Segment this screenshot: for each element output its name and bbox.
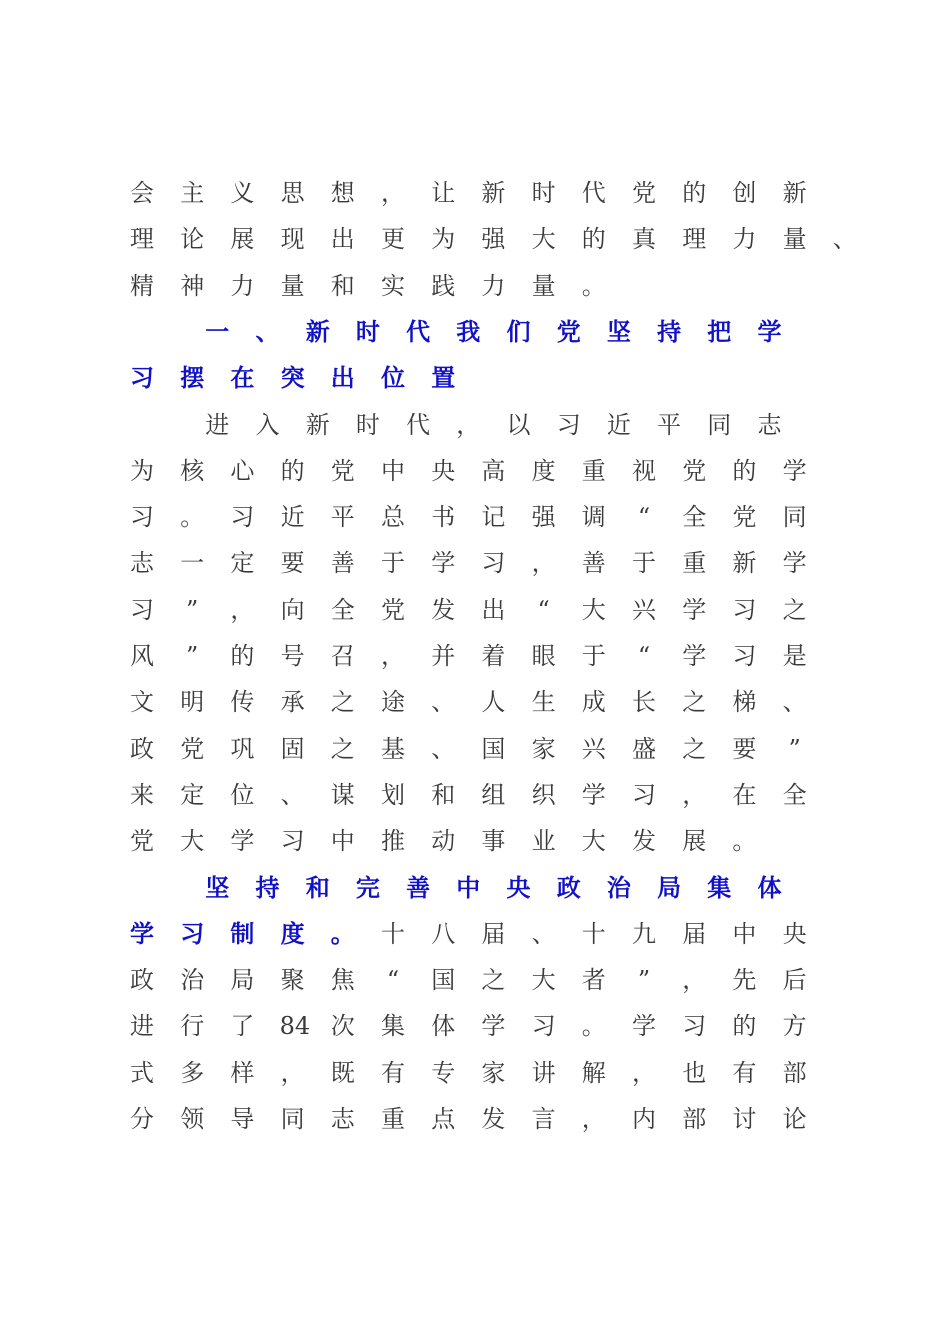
body-char: 之 xyxy=(330,734,355,763)
body-char: 之 xyxy=(682,688,707,717)
body-char: 位 xyxy=(230,780,255,809)
body-char: 谋 xyxy=(330,780,355,809)
body-char: 入 xyxy=(255,410,280,439)
body-char: 领 xyxy=(180,1105,205,1133)
body-char: 文 xyxy=(130,688,154,717)
body-char: 全 xyxy=(782,780,807,809)
body-char: 重 xyxy=(581,456,606,485)
body-char: 部 xyxy=(782,1058,807,1087)
body-char: 传 xyxy=(230,688,255,717)
text-line xyxy=(0,965,950,1005)
body-char: 届 xyxy=(481,919,506,948)
body-char: 向 xyxy=(280,595,305,624)
body-char: 力 xyxy=(230,271,255,300)
body-char: 学 xyxy=(431,549,456,578)
body-char: “ xyxy=(637,642,651,670)
body-char: 。 xyxy=(581,271,606,300)
body-char: 习 xyxy=(130,503,154,532)
body-char: 让 xyxy=(431,179,456,207)
heading-char: 代 xyxy=(406,316,431,346)
body-char: 学 xyxy=(230,827,255,856)
body-char: 九 xyxy=(632,919,656,948)
body-char: 新 xyxy=(732,549,757,578)
body-char: 大 xyxy=(581,827,606,856)
body-char: 解 xyxy=(581,1058,606,1087)
text-line xyxy=(0,780,950,820)
body-char: ， xyxy=(682,966,707,995)
body-char: 中 xyxy=(732,919,757,948)
body-char: 出 xyxy=(330,225,355,254)
heading-char: 学 xyxy=(757,316,782,346)
body-char: 内 xyxy=(632,1105,656,1133)
heading-char: 党 xyxy=(556,316,581,346)
body-char: 大 xyxy=(531,225,556,254)
text-line xyxy=(0,224,950,264)
body-char: 治 xyxy=(180,966,205,995)
body-char: 于 xyxy=(581,642,606,670)
body-char: 十 xyxy=(381,919,405,948)
body-char: 新 xyxy=(481,179,506,207)
body-char: 习 xyxy=(280,827,305,856)
body-char: 大 xyxy=(581,595,606,624)
body-char: 组 xyxy=(481,780,506,809)
text-line xyxy=(0,178,950,218)
body-char: 现 xyxy=(280,225,305,254)
body-char: 兴 xyxy=(581,734,606,763)
body-char: 新 xyxy=(305,410,330,439)
body-char: 定 xyxy=(180,780,205,809)
body-char: 承 xyxy=(280,688,305,717)
body-char: 于 xyxy=(381,549,405,578)
body-char: 践 xyxy=(431,271,456,300)
body-char: 次 xyxy=(330,1012,355,1041)
body-char: 重 xyxy=(381,1105,405,1133)
body-char: 记 xyxy=(481,503,506,532)
text-line xyxy=(0,826,950,866)
body-char: 和 xyxy=(431,780,456,809)
body-char: 创 xyxy=(732,179,757,207)
heading-char: 政 xyxy=(556,872,581,902)
body-char: 十 xyxy=(581,919,606,948)
body-char: 总 xyxy=(381,503,405,532)
body-char: 央 xyxy=(431,456,456,485)
body-char: 进 xyxy=(205,410,230,439)
body-char: 、 xyxy=(431,688,456,717)
body-char: 党 xyxy=(632,179,656,207)
heading-char: 。 xyxy=(330,918,355,948)
body-char: 也 xyxy=(682,1058,707,1087)
body-char: 近 xyxy=(606,410,631,439)
body-char: 会 xyxy=(130,179,154,207)
body-char: 既 xyxy=(330,1058,355,1087)
body-char: 兴 xyxy=(632,595,656,624)
body-char: 讲 xyxy=(531,1058,556,1087)
heading-char: 时 xyxy=(355,316,380,346)
body-char: 学 xyxy=(581,780,606,809)
body-char: 点 xyxy=(431,1105,456,1133)
body-char: “ xyxy=(386,966,400,995)
body-char: 央 xyxy=(782,919,807,948)
heading-char: 、 xyxy=(255,316,280,346)
body-char: 新 xyxy=(782,179,807,207)
body-char: 者 xyxy=(581,966,606,995)
body-char: 聚 xyxy=(280,966,305,995)
body-char: 调 xyxy=(581,503,606,532)
body-char: 近 xyxy=(280,503,305,532)
body-char: 家 xyxy=(481,1058,506,1087)
body-char: 。 xyxy=(180,503,205,532)
body-char: 、 xyxy=(782,688,807,717)
text-line xyxy=(0,641,950,681)
body-char: ” xyxy=(788,734,801,763)
body-char: 基 xyxy=(381,734,405,763)
body-char: 明 xyxy=(180,688,205,717)
body-char: 度 xyxy=(531,456,556,485)
body-char: 习 xyxy=(632,780,656,809)
body-char: 同 xyxy=(707,410,732,439)
heading-char: 持 xyxy=(255,872,280,902)
body-char: 书 xyxy=(431,503,456,532)
body-char: 平 xyxy=(330,503,355,532)
body-char: 、 xyxy=(531,919,556,948)
body-char: 划 xyxy=(381,780,405,809)
body-char: 发 xyxy=(481,1105,506,1133)
body-char: 视 xyxy=(632,456,656,485)
body-char: 习 xyxy=(732,642,757,670)
body-char: 理 xyxy=(682,225,707,254)
heading-char: 和 xyxy=(305,872,330,902)
text-line xyxy=(0,595,950,635)
body-char: 梯 xyxy=(732,688,757,717)
body-char: 国 xyxy=(431,966,456,995)
body-char: 主 xyxy=(180,179,205,207)
heading-char: 中 xyxy=(456,872,481,902)
body-char: 着 xyxy=(481,642,506,670)
heading-char: 摆 xyxy=(180,363,205,393)
body-char: 、 xyxy=(431,734,456,763)
body-char: 同 xyxy=(782,503,807,532)
heading-char: 我 xyxy=(456,316,481,346)
body-char: 学 xyxy=(632,1012,656,1041)
body-char: ， xyxy=(280,1058,305,1087)
body-char: ， xyxy=(531,549,556,578)
heading-char: 完 xyxy=(355,872,380,902)
body-char: 展 xyxy=(230,225,255,254)
body-char: 进 xyxy=(130,1012,154,1041)
heading-char: 局 xyxy=(657,872,682,902)
body-char: 集 xyxy=(381,1012,405,1041)
body-char: 先 xyxy=(732,966,757,995)
body-char: 在 xyxy=(732,780,757,809)
body-char: 的 xyxy=(682,179,707,207)
body-char: 专 xyxy=(431,1058,456,1087)
body-char: ， xyxy=(682,780,707,809)
body-char: 眼 xyxy=(531,642,556,670)
body-char: 推 xyxy=(381,827,405,856)
body-char: 样 xyxy=(230,1058,255,1087)
body-char: 和 xyxy=(330,271,355,300)
heading-char: 持 xyxy=(657,316,682,346)
text-line xyxy=(0,1058,950,1098)
text-line xyxy=(0,873,950,913)
body-char: 党 xyxy=(732,503,757,532)
heading-char: 集 xyxy=(707,872,732,902)
body-char: 的 xyxy=(280,456,305,485)
body-char: 时 xyxy=(355,410,380,439)
text-line xyxy=(0,502,950,542)
body-char: 后 xyxy=(782,966,807,995)
body-char: 更 xyxy=(381,225,405,254)
body-char: 力 xyxy=(481,271,506,300)
body-char: 家 xyxy=(531,734,556,763)
body-char: 中 xyxy=(330,827,355,856)
body-char: 代 xyxy=(406,410,431,439)
body-char: 发 xyxy=(431,595,456,624)
body-char: 成 xyxy=(581,688,606,717)
body-char: 发 xyxy=(632,827,656,856)
heading-char: 坚 xyxy=(205,872,230,902)
heading-char: 在 xyxy=(230,363,255,393)
text-line xyxy=(0,687,950,727)
body-char: 代 xyxy=(581,179,606,207)
body-char: 时 xyxy=(531,179,556,207)
heading-char: 制 xyxy=(230,918,255,948)
body-char: 习 xyxy=(130,595,154,624)
text-line xyxy=(0,456,950,496)
body-char: 要 xyxy=(280,549,305,578)
body-char: ” xyxy=(186,642,199,670)
body-char: 学 xyxy=(682,642,707,670)
body-char: 心 xyxy=(230,456,255,485)
body-char: 了 xyxy=(230,1012,255,1041)
body-char: 理 xyxy=(130,225,154,254)
body-char: 党 xyxy=(330,456,355,485)
body-char: 召 xyxy=(330,642,355,670)
body-char: 分 xyxy=(130,1105,154,1133)
body-char: “ xyxy=(537,595,550,624)
heading-char: 置 xyxy=(431,363,456,393)
body-char: 学 xyxy=(481,1012,506,1041)
body-char: 导 xyxy=(230,1105,255,1133)
body-char: 学 xyxy=(782,456,807,485)
body-char: 焦 xyxy=(330,966,355,995)
body-char: 党 xyxy=(682,456,707,485)
body-char: 途 xyxy=(381,688,405,717)
heading-char: 学 xyxy=(130,918,154,948)
body-char: 习 xyxy=(531,1012,556,1041)
body-char: 学 xyxy=(682,595,707,624)
body-char: 织 xyxy=(531,780,556,809)
body-char: 生 xyxy=(531,688,556,717)
heading-char: 体 xyxy=(757,872,782,902)
heading-char: 度 xyxy=(280,918,305,948)
body-char: 为 xyxy=(130,456,154,485)
heading-char: 习 xyxy=(130,363,154,393)
body-char: 一 xyxy=(180,549,205,578)
body-char: 之 xyxy=(330,688,355,717)
body-char: 之 xyxy=(682,734,707,763)
body-char: 有 xyxy=(381,1058,405,1087)
body-char: 的 xyxy=(732,456,757,485)
body-char: 善 xyxy=(330,549,355,578)
body-char: ， xyxy=(456,410,481,439)
body-char: 思 xyxy=(280,179,305,207)
body-char: 人 xyxy=(481,688,506,717)
body-char: 神 xyxy=(180,271,205,300)
text-line xyxy=(0,919,950,959)
body-char: 政 xyxy=(130,734,154,763)
body-char: 行 xyxy=(180,1012,205,1041)
body-char: 善 xyxy=(581,549,606,578)
body-char: 习 xyxy=(732,595,757,624)
body-char: 盛 xyxy=(632,734,656,763)
body-char: 。 xyxy=(732,827,757,856)
body-char: 论 xyxy=(180,225,205,254)
body-char: 言 xyxy=(531,1105,556,1133)
text-line xyxy=(0,363,950,403)
body-char: 志 xyxy=(130,549,154,578)
heading-char: 治 xyxy=(606,872,631,902)
body-char: 核 xyxy=(180,456,205,485)
body-char: 同 xyxy=(280,1105,305,1133)
heading-char: 们 xyxy=(506,316,531,346)
body-char: 政 xyxy=(130,966,154,995)
body-char: 高 xyxy=(481,456,506,485)
body-char: 展 xyxy=(682,827,707,856)
body-char: 义 xyxy=(230,179,255,207)
body-char: 有 xyxy=(732,1058,757,1087)
heading-char: 一 xyxy=(205,316,230,346)
text-line xyxy=(0,548,950,588)
body-char: 习 xyxy=(481,549,506,578)
body-char: 巩 xyxy=(230,734,255,763)
body-char: 长 xyxy=(632,688,656,717)
body-char: 。 xyxy=(581,1012,606,1041)
body-char: 习 xyxy=(230,503,255,532)
body-char: 习 xyxy=(556,410,581,439)
body-char: ， xyxy=(381,179,405,207)
body-char: 全 xyxy=(330,595,355,624)
body-char: 于 xyxy=(632,549,656,578)
body-char: ， xyxy=(581,1105,606,1133)
body-char: 届 xyxy=(682,919,707,948)
body-char: 论 xyxy=(782,1105,807,1133)
heading-char: 坚 xyxy=(606,316,631,346)
body-char: ， xyxy=(632,1058,656,1087)
body-char: ” xyxy=(637,966,651,995)
body-char: 之 xyxy=(481,966,506,995)
body-char: 真 xyxy=(632,225,656,254)
body-char: ” xyxy=(186,595,199,624)
text-line xyxy=(0,734,950,774)
body-char: 大 xyxy=(531,966,556,995)
text-line xyxy=(0,410,950,450)
body-char: 、 xyxy=(832,225,857,254)
body-char: 的 xyxy=(732,1012,757,1041)
body-char: 是 xyxy=(782,642,807,670)
body-char: 局 xyxy=(230,966,255,995)
body-char: 全 xyxy=(682,503,707,532)
body-char: 业 xyxy=(531,827,556,856)
body-char: 量 xyxy=(782,225,807,254)
body-char: 精 xyxy=(130,271,154,300)
body-char: 八 xyxy=(431,919,456,948)
body-char: 多 xyxy=(180,1058,205,1087)
body-char: 强 xyxy=(481,225,506,254)
body-char: 党 xyxy=(381,595,405,624)
heading-char: 把 xyxy=(707,316,732,346)
body-char: 式 xyxy=(130,1058,154,1087)
body-char: 的 xyxy=(230,642,255,670)
body-char: 为 xyxy=(431,225,456,254)
body-char: 之 xyxy=(782,595,807,624)
heading-char: 出 xyxy=(330,363,355,393)
body-char: 志 xyxy=(330,1105,355,1133)
body-char: 量 xyxy=(280,271,305,300)
body-char: 中 xyxy=(381,456,405,485)
body-char: 、 xyxy=(280,780,305,809)
body-char: 平 xyxy=(657,410,682,439)
body-char: 部 xyxy=(682,1105,707,1133)
body-char: 并 xyxy=(431,642,456,670)
body-char: ， xyxy=(230,595,255,624)
body-char: 党 xyxy=(180,734,205,763)
body-char: 的 xyxy=(581,225,606,254)
body-char: 体 xyxy=(431,1012,456,1041)
heading-char: 新 xyxy=(305,316,330,346)
body-char: 习 xyxy=(682,1012,707,1041)
body-char: 方 xyxy=(782,1012,807,1041)
body-char: 重 xyxy=(682,549,707,578)
text-line xyxy=(0,1011,950,1051)
body-char: 学 xyxy=(782,549,807,578)
body-char: “ xyxy=(637,503,651,532)
text-line xyxy=(0,317,950,357)
heading-char: 善 xyxy=(406,872,431,902)
heading-char: 央 xyxy=(506,872,531,902)
text-line xyxy=(0,1104,950,1144)
body-char: 出 xyxy=(481,595,506,624)
heading-char: 习 xyxy=(180,918,205,948)
body-char: 实 xyxy=(381,271,405,300)
body-char: 定 xyxy=(230,549,255,578)
body-char: 事 xyxy=(481,827,506,856)
body-char: ， xyxy=(381,642,405,670)
body-char: 84 xyxy=(279,1012,311,1041)
body-char: 号 xyxy=(280,642,305,670)
body-char: 要 xyxy=(732,734,757,763)
body-char: 以 xyxy=(506,410,531,439)
body-char: 志 xyxy=(757,410,782,439)
body-char: 动 xyxy=(431,827,456,856)
body-char: 党 xyxy=(130,827,154,856)
body-char: 来 xyxy=(130,780,154,809)
text-line xyxy=(0,271,950,311)
body-char: 量 xyxy=(531,271,556,300)
body-char: 固 xyxy=(280,734,305,763)
body-char: 国 xyxy=(481,734,506,763)
body-char: 大 xyxy=(180,827,205,856)
heading-char: 位 xyxy=(381,363,405,393)
body-char: 想 xyxy=(330,179,355,207)
body-char: 风 xyxy=(130,642,154,670)
heading-char: 突 xyxy=(280,363,305,393)
body-char: 力 xyxy=(732,225,757,254)
body-char: 强 xyxy=(531,503,556,532)
body-char: 讨 xyxy=(732,1105,757,1133)
